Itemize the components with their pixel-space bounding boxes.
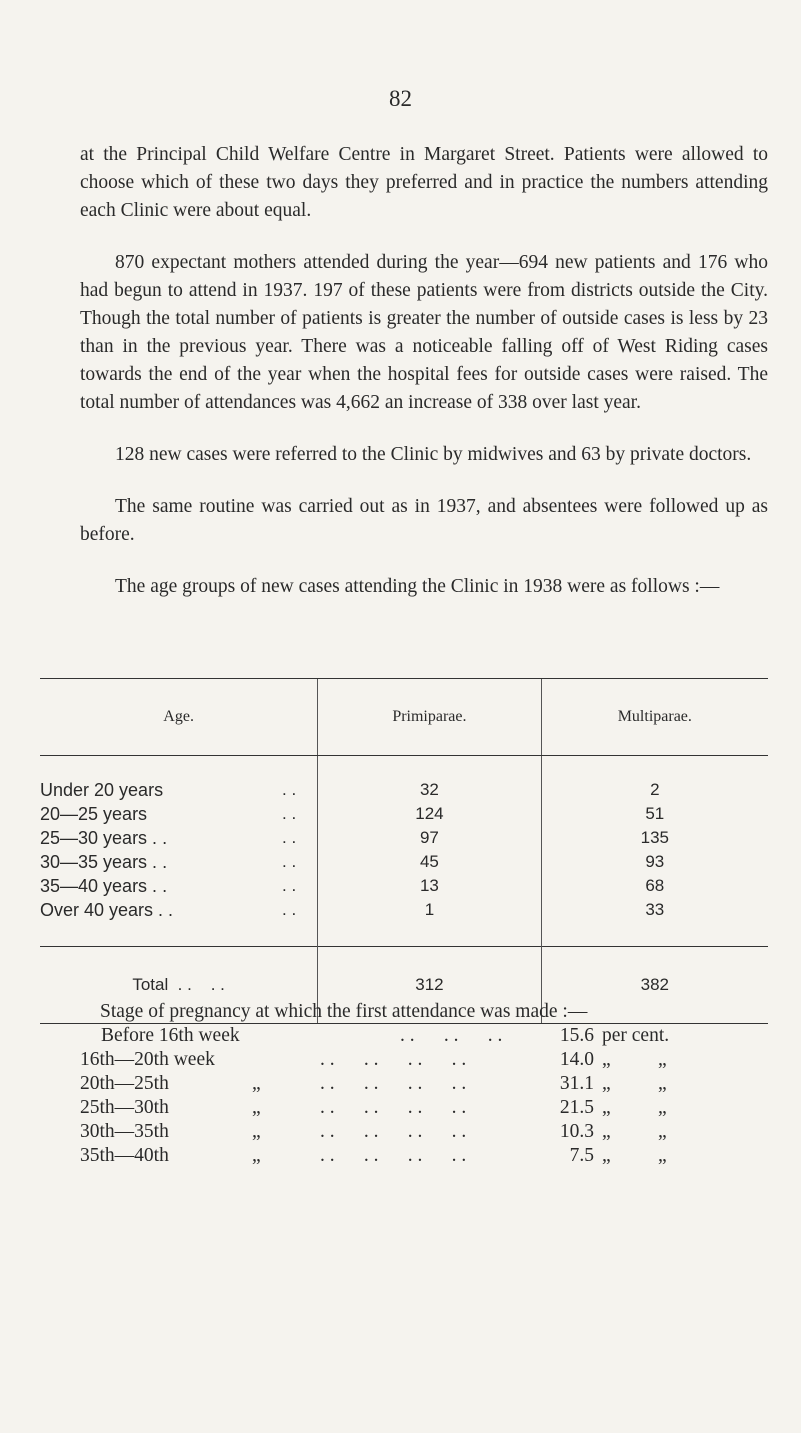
leader-dots: . . [282,875,297,895]
leader-dots: . . . . . . . . [320,1121,467,1142]
leader-dots: . . . . . . . . [320,1145,467,1166]
table-row [40,756,768,803]
stage-unit: „ [602,1049,611,1070]
age-cell: 35—40 years . . . . [40,875,297,896]
stage-ditto: „ [252,1145,261,1166]
multiparae-cell: 135 [541,826,768,850]
total-multiparae: 382 [541,947,768,1024]
page-number: 82 [389,86,412,111]
table-row [40,874,768,898]
stage-label: Before 16th week [101,1025,240,1046]
header-multiparae: Multiparae. [541,679,768,756]
table-row [40,850,768,874]
stage-ditto: „ [252,1073,261,1094]
stage-value: 14.0 [559,1049,594,1070]
header-age: Age. [40,679,318,756]
primiparae-cell: 1 [318,898,541,947]
table-row [40,802,768,826]
stage-label: 30th—35th [80,1121,169,1142]
age-groups-table [40,678,768,1024]
age-cell: 25—30 years . . . . [40,827,297,848]
list-item [80,1144,780,1168]
paragraph-1: at the Principal Child Welfare Centre in Margaret Street. Patients were allowed to choose which of these two days they preferred and in practice the numbers attending each Clinic were about equal. [80,144,768,221]
leader-dots: . . . . . . . . [320,1097,467,1118]
list-item [80,1024,780,1048]
leader-dots: . . [282,851,297,871]
stage-unit-ditto: „ [658,1049,667,1070]
leader-dots: . . [282,803,297,823]
list-item [80,1096,780,1120]
multiparae-cell: 68 [541,874,768,898]
primiparae-cell: 45 [318,850,541,874]
paragraph-2: 870 expectant mothers attended during the year—694 new patients and 176 who had begun to attend in 1937. 197 of these patients were from districts outside the City. Though the total number of patients is greater the number of outside cases is less by 23 than in the previous year. There was a noticeable falling off of West Riding cases towards the end of the year when the hospital fees for outside cases were raised. The total number of attendances was 4,662 an increase of 338 over last year. [80,252,768,413]
leader-dots: . . . . . . . . [320,1073,467,1094]
stage-ditto: „ [252,1097,261,1118]
leader-dots: . . [282,827,297,847]
total-primiparae: 312 [318,947,541,1024]
multiparae-cell: 93 [541,850,768,874]
stage-title: Stage of pregnancy at which the first attendance was made :— [100,1001,588,1022]
paragraph-4: The same routine was carried out as in 1937, and absentees were followed up as before. [80,496,768,545]
primiparae-cell: 32 [318,756,541,803]
table-row [40,826,768,850]
age-cell: 30—35 years . . . . [40,851,297,872]
multiparae-cell: 2 [541,756,768,803]
stage-of-pregnancy-section [80,1000,780,1168]
leader-dots: . . [282,899,297,919]
body-text [80,141,768,625]
stage-value: 31.1 [559,1073,594,1094]
stage-label: 35th—40th [80,1145,169,1166]
multiparae-cell: 33 [541,898,768,947]
stage-unit-ditto: „ [658,1121,667,1142]
leader-dots: . . . . . . . . [320,1049,467,1070]
stage-label: 25th—30th [80,1097,169,1118]
stage-unit: „ [602,1073,611,1094]
table-header-row [40,679,768,756]
stage-ditto: „ [252,1121,261,1142]
stage-value: 21.5 [559,1097,594,1118]
list-item [80,1048,780,1072]
stage-unit-ditto: „ [658,1073,667,1094]
stage-label: 16th—20th week [80,1049,215,1070]
paragraph-3: 128 new cases were referred to the Clinic by midwives and 63 by private doctors. [115,444,752,465]
table-row [40,898,768,947]
stage-unit: „ [602,1121,611,1142]
stage-unit-ditto: „ [658,1097,667,1118]
list-item [80,1120,780,1144]
stage-unit: per cent. [602,1025,670,1046]
header-primiparae: Primiparae. [318,679,541,756]
age-cell: 20—25 years . . [40,803,297,824]
total-label: Total . . . . [40,947,318,1024]
list-item [80,1072,780,1096]
stage-label: 20th—25th [80,1073,169,1094]
leader-dots: . . . . . . [400,1025,503,1046]
leader-dots: . . [282,779,297,799]
stage-unit: „ [602,1145,611,1166]
stage-value: 7.5 [569,1145,594,1166]
age-cell: Under 20 years . . [40,779,297,800]
stage-value: 15.6 [559,1025,594,1046]
stage-value: 10.3 [559,1121,594,1142]
multiparae-cell: 51 [541,802,768,826]
primiparae-cell: 13 [318,874,541,898]
primiparae-cell: 97 [318,826,541,850]
stage-unit-ditto: „ [658,1145,667,1166]
stage-unit: „ [602,1097,611,1118]
age-cell: Over 40 years . . . . [40,899,297,920]
primiparae-cell: 124 [318,802,541,826]
paragraph-5: The age groups of new cases attending the Clinic in 1938 were as follows :— [115,576,720,597]
